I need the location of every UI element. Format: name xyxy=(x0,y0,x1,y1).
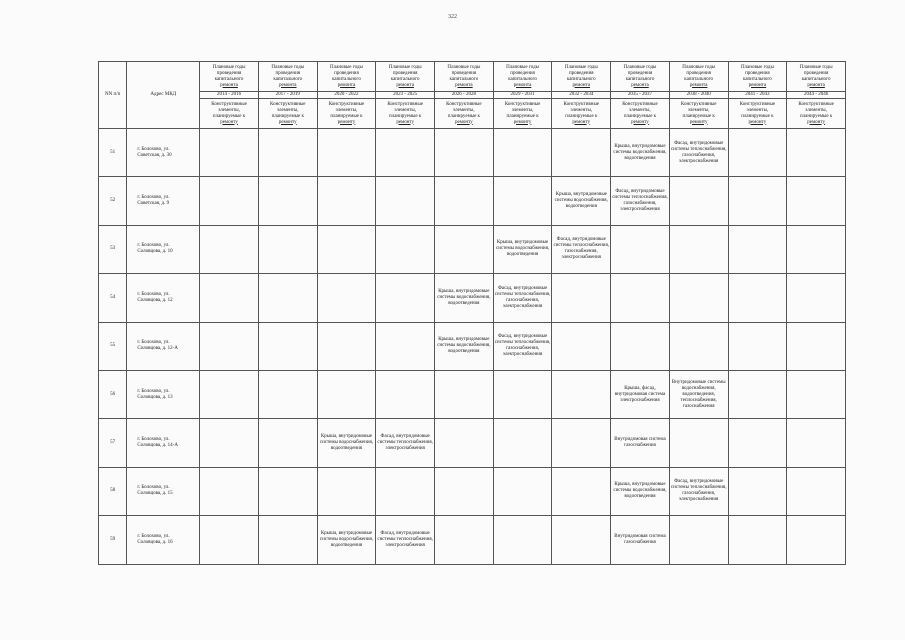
header-plan-years xyxy=(552,62,611,92)
row-number: 56 xyxy=(99,370,127,418)
work-cell xyxy=(552,467,611,515)
header-plan-text: проведения xyxy=(686,70,711,76)
row-number: 53 xyxy=(99,225,127,273)
header-plan-years xyxy=(258,62,317,92)
header-elements-text: элементы, xyxy=(805,107,827,113)
table-row xyxy=(99,516,846,564)
header-elements-text: Конструктивные xyxy=(563,101,600,107)
header-elements-text: элементы, xyxy=(218,107,240,113)
header-elements-text: ремонту xyxy=(572,119,591,125)
work-cell xyxy=(552,370,611,418)
header-elements xyxy=(611,99,670,129)
header-plan-text: ремонта xyxy=(748,82,767,88)
header-plan-text: капитального xyxy=(743,76,772,82)
header-period: 2044 - 2046 xyxy=(787,92,846,99)
work-cell: Крыша, внутридомовые системы водоснабжения, водоотведения xyxy=(317,516,376,564)
work-cell xyxy=(611,274,670,322)
work-cell: Внутридомовая система газоснабжения xyxy=(611,419,670,467)
header-elements-text: планируемые к xyxy=(389,113,422,119)
header-plan-text: ремонта xyxy=(689,82,708,88)
header-period: 2023 - 2025 xyxy=(376,92,435,99)
header-plan-years xyxy=(317,62,376,92)
row-address-line: г. Болохово, ул. xyxy=(137,340,170,346)
header-plan-text: ремонта xyxy=(220,82,238,88)
header-elements-text: элементы, xyxy=(335,107,358,113)
header-period: 2032 - 2034 xyxy=(552,92,611,99)
work-cell: Крыша, внутридомовые системы водоснабжения, водоотведения xyxy=(435,322,494,370)
header-plan-text: ремонта xyxy=(396,82,414,88)
header-plan-text: капитального xyxy=(508,76,537,82)
work-cell xyxy=(493,129,552,177)
work-cell xyxy=(258,177,317,225)
row-number: 57 xyxy=(99,419,127,467)
header-elements-text: Конструктивные xyxy=(211,101,247,107)
header-plan-text: капитального xyxy=(566,76,596,82)
header-elements-text: ремонту xyxy=(513,119,532,125)
row-address-line: г. Болохово, ул. xyxy=(137,243,170,249)
row-address xyxy=(127,370,200,418)
work-cell xyxy=(435,177,494,225)
header-period: 2041 - 2043 xyxy=(728,92,787,99)
header-elements xyxy=(200,99,259,129)
table-row xyxy=(99,419,846,467)
header-plan-text: ремонта xyxy=(278,82,297,88)
header-plan-text: капитального xyxy=(684,76,714,82)
header-elements-text: ремонту xyxy=(455,119,473,125)
header-plan-text: ремонта xyxy=(513,82,532,88)
header-plan-text: Плановые годы xyxy=(799,64,833,70)
header-plan-text: Плановые годы xyxy=(388,64,422,70)
header-elements-text: элементы, xyxy=(394,107,416,113)
table-row xyxy=(99,322,846,370)
header-address: Адрес МКД xyxy=(127,62,200,129)
header-plan-text: ремонта xyxy=(572,82,591,88)
row-address-line: г. Болохово, ул. xyxy=(137,291,170,297)
work-cell xyxy=(435,225,494,273)
work-cell xyxy=(200,370,259,418)
work-cell xyxy=(611,225,670,273)
work-cell xyxy=(376,467,435,515)
work-cell xyxy=(200,322,259,370)
work-cell xyxy=(787,516,846,564)
work-cell xyxy=(376,225,435,273)
header-elements-text: Конструктивные xyxy=(328,101,365,107)
header-plan-years xyxy=(787,62,846,92)
table-row xyxy=(99,177,846,225)
header-plan-text: Плановые годы xyxy=(564,64,598,70)
table-row xyxy=(99,225,846,273)
header-elements-text: ремонту xyxy=(748,119,767,125)
header-row-periods xyxy=(99,92,846,99)
work-cell: Фасад, внутридомовые системы теплоснабжения, газоснабжения, электроснабжения xyxy=(611,177,670,225)
work-cell xyxy=(493,177,552,225)
header-elements-text: Конструктивные xyxy=(622,101,658,107)
header-elements-text: планируемые к xyxy=(799,113,833,119)
header-plan-years xyxy=(435,62,494,92)
work-cell xyxy=(435,419,494,467)
work-cell: Крыша, внутридомовые системы водоснабжения, водоотведения xyxy=(493,225,552,273)
row-address-line: Советская, д. 30 xyxy=(137,152,172,158)
header-plan-years xyxy=(728,62,787,92)
header-elements-text: планируемые к xyxy=(447,113,480,119)
header-plan-text: ремонта xyxy=(455,82,473,88)
work-cell xyxy=(728,419,787,467)
header-plan-text: проведения xyxy=(510,70,535,76)
work-cell xyxy=(728,516,787,564)
header-plan-text: проведения xyxy=(275,70,301,76)
header-period: 2029 - 2031 xyxy=(493,92,552,99)
header-elements-text: Конструктивные xyxy=(680,101,717,107)
row-address-line: Соловцова, д. 15 xyxy=(137,491,173,497)
row-address-line: г. Болохово, ул. xyxy=(137,437,170,443)
work-cell xyxy=(787,177,846,225)
header-elements-text: ремонту xyxy=(807,119,825,125)
header-elements-text: ремонту xyxy=(631,119,649,125)
header-plan-text: капитального xyxy=(625,76,655,82)
table-row xyxy=(99,467,846,515)
header-elements-text: элементы, xyxy=(453,107,475,113)
work-cell xyxy=(376,322,435,370)
work-cell: Фасад, внутридомовые системы теплоснабжения, газоснабжения, электроснабжения xyxy=(493,322,552,370)
header-elements xyxy=(787,99,846,129)
work-cell xyxy=(728,322,787,370)
row-address-line: г. Болохово, ул. xyxy=(137,533,170,539)
work-cell: Внутридомовые системы водоснабжения, водоотведения, теплоснабжения, газоснабжения xyxy=(669,370,728,418)
row-number: 54 xyxy=(99,274,127,322)
work-cell xyxy=(435,516,494,564)
header-plan-text: капитального xyxy=(801,76,831,82)
page-number: 322 xyxy=(448,14,457,20)
work-cell xyxy=(200,225,259,273)
work-cell xyxy=(258,322,317,370)
row-address-line: Соловцова, д. 12-А xyxy=(137,346,178,352)
work-cell xyxy=(376,274,435,322)
work-cell xyxy=(258,370,317,418)
work-cell xyxy=(669,419,728,467)
work-cell xyxy=(669,274,728,322)
work-cell xyxy=(376,129,435,177)
header-elements-text: элементы, xyxy=(746,107,769,113)
row-address-line: г. Болохово, ул. xyxy=(137,485,170,491)
table-row xyxy=(99,370,846,418)
header-elements-text: планируемые к xyxy=(506,113,539,119)
header-elements xyxy=(552,99,611,129)
header-elements-text: ремонту xyxy=(220,119,238,125)
header-elements-text: элементы, xyxy=(687,107,710,113)
work-cell xyxy=(728,467,787,515)
header-elements-text: ремонту xyxy=(689,119,708,125)
row-address-line: Соловцова, д. 16 xyxy=(137,539,173,545)
header-plan-text: Плановые годы xyxy=(271,64,305,70)
work-cell xyxy=(787,129,846,177)
work-cell xyxy=(435,370,494,418)
header-elements xyxy=(728,99,787,129)
row-address xyxy=(127,177,200,225)
header-elements-text: Конструктивные xyxy=(446,101,482,107)
row-address-line: Соловцова, д. 12 xyxy=(137,297,173,303)
header-elements-text: планируемые к xyxy=(330,113,363,119)
work-cell xyxy=(669,225,728,273)
row-address-line: г. Болохово, ул. xyxy=(137,146,170,152)
work-cell xyxy=(787,370,846,418)
row-address-line: г. Болохово, ул. xyxy=(137,195,170,201)
row-address xyxy=(127,322,200,370)
work-cell xyxy=(728,129,787,177)
header-plan-text: Плановые годы xyxy=(623,64,657,70)
work-cell xyxy=(493,516,552,564)
work-cell xyxy=(552,322,611,370)
header-plan-text: Плановые годы xyxy=(212,64,246,70)
work-cell xyxy=(258,274,317,322)
header-elements xyxy=(317,99,376,129)
header-elements-text: Конструктивные xyxy=(798,101,834,107)
row-number: 58 xyxy=(99,467,127,515)
work-cell: Фасад, внутридомовые системы теплоснабжения, газоснабжения, электроснабжения xyxy=(669,129,728,177)
row-address-line: Соловцова, д. 10 xyxy=(137,249,173,255)
header-plan-text: капитального xyxy=(390,76,420,82)
work-cell xyxy=(200,467,259,515)
header-plan-text: Плановые годы xyxy=(506,64,540,70)
work-cell xyxy=(258,419,317,467)
work-cell: Крыша, внутридомовые системы водоснабжения, водоотведения xyxy=(611,467,670,515)
work-cell xyxy=(669,516,728,564)
work-cell xyxy=(552,129,611,177)
header-plan-years xyxy=(376,62,435,92)
header-elements-text: элементы, xyxy=(511,107,534,113)
header-elements-text: элементы, xyxy=(629,107,651,113)
header-period: 2035 - 2037 xyxy=(611,92,670,99)
header-elements-text: планируемые к xyxy=(565,113,598,119)
header-elements-text: планируемые к xyxy=(741,113,774,119)
work-cell: Фасад, внутридомовые системы теплоснабжения, электроснабжения xyxy=(376,419,435,467)
header-plan-text: проведения xyxy=(216,70,242,76)
work-cell xyxy=(200,177,259,225)
header-plan-text: капитального xyxy=(449,76,479,82)
work-cell: Фасад, внутридомовые системы теплоснабжения, электроснабжения xyxy=(376,516,435,564)
work-cell xyxy=(728,177,787,225)
work-cell xyxy=(317,129,376,177)
header-elements xyxy=(258,99,317,129)
work-cell xyxy=(317,370,376,418)
header-plan-text: проведения xyxy=(745,70,770,76)
work-cell xyxy=(200,129,259,177)
header-plan-text: проведения xyxy=(627,70,653,76)
work-cell xyxy=(317,225,376,273)
work-cell xyxy=(258,129,317,177)
row-number: 55 xyxy=(99,322,127,370)
work-cell xyxy=(493,370,552,418)
work-cell xyxy=(611,322,670,370)
header-plan-years xyxy=(493,62,552,92)
work-cell xyxy=(787,274,846,322)
work-cell: Фасад, внутридомовые системы теплоснабжения, газоснабжения, электроснабжения xyxy=(669,467,728,515)
header-elements-text: Конструктивные xyxy=(270,101,306,107)
header-row-elements xyxy=(99,99,846,129)
header-period: 2017 - 2019 xyxy=(258,92,317,99)
row-number: 59 xyxy=(99,516,127,564)
work-cell xyxy=(787,322,846,370)
header-period: 2038 - 2040 xyxy=(669,92,728,99)
row-address-line: Соловцова, д. 13 xyxy=(137,394,173,400)
header-plan-text: ремонта xyxy=(807,82,825,88)
row-address-line: г. Болохово, ул. xyxy=(137,388,170,394)
work-cell xyxy=(493,467,552,515)
work-cell xyxy=(552,274,611,322)
work-cell: Крыша, внутридомовые системы водоснабжения, водоотведения xyxy=(317,419,376,467)
header-elements xyxy=(376,99,435,129)
work-cell xyxy=(376,370,435,418)
header-elements xyxy=(435,99,494,129)
header-plan-text: Плановые годы xyxy=(682,64,716,70)
header-plan-years xyxy=(200,62,259,92)
header-elements-text: Конструктивные xyxy=(387,101,423,107)
work-cell xyxy=(435,467,494,515)
work-cell xyxy=(552,419,611,467)
row-address xyxy=(127,129,200,177)
header-elements-text: планируемые к xyxy=(271,113,304,119)
header-elements-text: элементы, xyxy=(276,107,299,113)
work-cell: Крыша, внутридомовые системы водоснабжения, водоотведения xyxy=(435,274,494,322)
header-period: 2014 - 2016 xyxy=(200,92,259,99)
header-plan-text: ремонта xyxy=(337,82,356,88)
work-cell xyxy=(669,322,728,370)
header-elements-text: элементы, xyxy=(570,107,593,113)
table-row xyxy=(99,274,846,322)
header-plan-text: капитального xyxy=(214,76,244,82)
header-period: 2026 - 2028 xyxy=(435,92,494,99)
work-cell xyxy=(376,177,435,225)
work-cell: Внутридомовая система газоснабжения xyxy=(611,516,670,564)
row-address xyxy=(127,516,200,564)
row-address xyxy=(127,225,200,273)
work-cell xyxy=(552,516,611,564)
header-plan-text: капитального xyxy=(332,76,361,82)
row-number: 52 xyxy=(99,177,127,225)
work-cell: Фасад, внутридомовые системы теплоснабжения, газоснабжения, электроснабжения xyxy=(552,225,611,273)
work-cell xyxy=(493,419,552,467)
header-plan-text: проведения xyxy=(568,70,594,76)
header-plan-years xyxy=(669,62,728,92)
work-cell xyxy=(258,225,317,273)
work-cell xyxy=(787,467,846,515)
work-cell xyxy=(669,177,728,225)
work-cell xyxy=(317,274,376,322)
header-plan-text: капитального xyxy=(273,76,303,82)
header-elements-text: ремонту xyxy=(278,119,297,125)
header-plan-text: проведения xyxy=(451,70,477,76)
work-cell xyxy=(200,419,259,467)
header-plan-text: проведения xyxy=(334,70,359,76)
work-cell: Фасад, внутридомовые системы теплоснабжения, газоснабжения, электроснабжения xyxy=(493,274,552,322)
work-cell: Крыша, фасад, внутридомовая система электроснабжения xyxy=(611,370,670,418)
header-plan-text: Плановые годы xyxy=(740,64,774,70)
work-cell xyxy=(317,467,376,515)
header-plan-text: Плановые годы xyxy=(447,64,481,70)
repair-plan-table xyxy=(98,61,846,565)
work-cell xyxy=(317,177,376,225)
row-address-line: Соловцова, д. 14-А xyxy=(137,443,178,449)
work-cell xyxy=(728,370,787,418)
row-address-line: Советская, д. 9 xyxy=(137,201,170,207)
header-plan-text: Плановые годы xyxy=(330,64,363,70)
row-address xyxy=(127,274,200,322)
header-elements-text: планируемые к xyxy=(212,113,246,119)
table-row xyxy=(99,129,846,177)
work-cell xyxy=(200,516,259,564)
work-cell: Крыша, внутридомовые системы водоснабжения, водоотведения xyxy=(611,129,670,177)
header-period: 2020 - 2022 xyxy=(317,92,376,99)
header-elements-text: Конструктивные xyxy=(504,101,541,107)
row-address xyxy=(127,419,200,467)
work-cell xyxy=(435,129,494,177)
work-cell xyxy=(728,274,787,322)
header-plan-text: проведения xyxy=(803,70,829,76)
header-plan-years xyxy=(611,62,670,92)
work-cell xyxy=(317,322,376,370)
row-number: 51 xyxy=(99,129,127,177)
work-cell xyxy=(258,467,317,515)
row-address xyxy=(127,467,200,515)
work-cell xyxy=(200,274,259,322)
header-elements-text: планируемые к xyxy=(623,113,657,119)
work-cell: Крыша, внутридомовые системы водоснабжения, водоотведения xyxy=(552,177,611,225)
work-cell xyxy=(787,419,846,467)
header-elements-text: ремонту xyxy=(396,119,414,125)
work-cell xyxy=(728,225,787,273)
header-elements-text: планируемые к xyxy=(682,113,715,119)
header-elements-text: ремонту xyxy=(337,119,356,125)
header-row-plan xyxy=(99,62,846,92)
header-plan-text: проведения xyxy=(392,70,418,76)
work-cell xyxy=(258,516,317,564)
header-elements xyxy=(493,99,552,129)
work-cell xyxy=(787,225,846,273)
header-plan-text: ремонта xyxy=(631,82,649,88)
header-elements-text: Конструктивные xyxy=(739,101,776,107)
header-number: NN п/п xyxy=(99,62,127,129)
header-elements xyxy=(669,99,728,129)
